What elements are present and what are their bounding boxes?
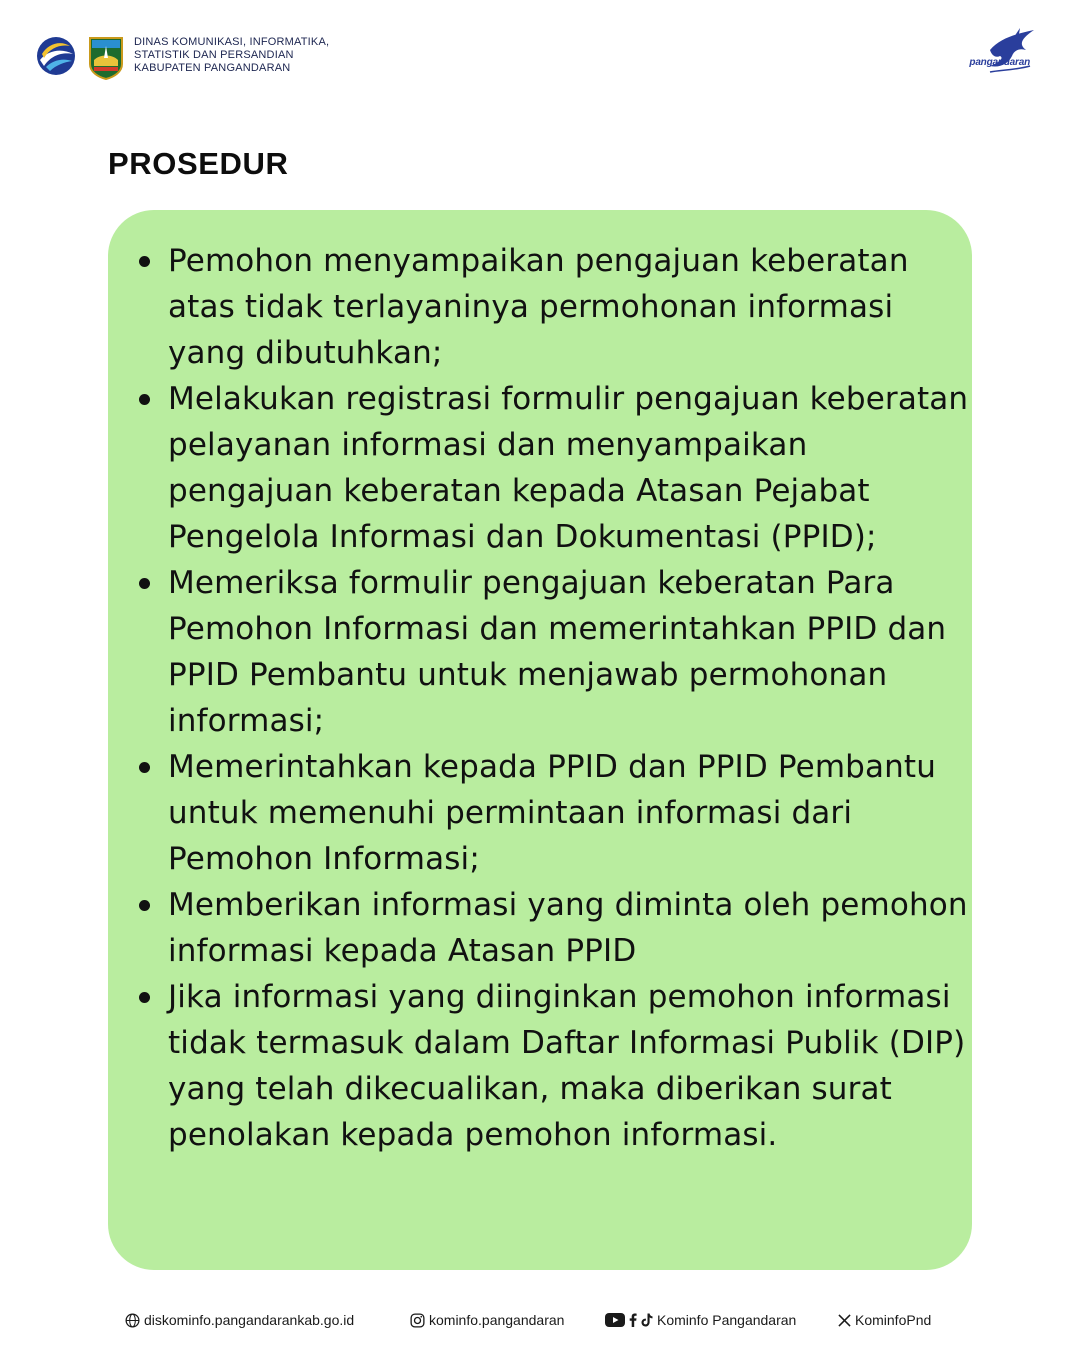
brand-logo-text: pangandaran bbox=[969, 57, 1030, 68]
procedure-item-text: Memerintahkan kepada PPID dan PPID Pembantu untuk memenuhi permintaan informasi dari Pemohon Informasi; bbox=[168, 749, 937, 877]
footer-website[interactable] bbox=[125, 1310, 354, 1330]
procedure-item bbox=[136, 744, 972, 882]
bullet-icon bbox=[139, 394, 150, 405]
procedure-item-text: Melakukan registrasi formulir pengajuan keberatan pelayanan informasi dan menyampaikan pengajuan keberatan kepada Atasan Pejabat Pengelola Informasi dan Dokumentasi (PPID); bbox=[168, 381, 969, 555]
bullet-icon bbox=[139, 900, 150, 911]
socials-handle[interactable]: Kominfo Pangandaran bbox=[657, 1312, 797, 1328]
procedure-item bbox=[136, 974, 972, 1158]
header bbox=[36, 34, 1044, 84]
x-icon bbox=[838, 1314, 851, 1327]
procedure-item-text: Memeriksa formulir pengajuan keberatan Para Pemohon Informasi dan memerintahkan PPID dan PPID Pembantu untuk menjawab permohonan informasi; bbox=[168, 565, 947, 739]
youtube-icon bbox=[605, 1313, 625, 1327]
x-handle[interactable]: KominfoPnd bbox=[855, 1312, 932, 1328]
bullet-icon bbox=[139, 762, 150, 773]
globe-icon bbox=[125, 1313, 140, 1328]
organization-name bbox=[134, 36, 329, 75]
facebook-icon bbox=[629, 1313, 637, 1327]
bullet-icon bbox=[139, 578, 150, 589]
page-title: PROSEDUR bbox=[108, 146, 289, 181]
procedure-item-text: Pemohon menyampaikan pengajuan keberatan atas tidak terlayaninya permohonan informasi yang dibutuhkan; bbox=[168, 243, 909, 371]
pangandaran-marlin-logo-icon bbox=[960, 28, 1038, 78]
procedure-item-text: Jika informasi yang diinginkan pemohon informasi tidak termasuk dalam Daftar Informasi Publik (DIP) yang telah dikecualikan, maka diberikan surat penolakan kepada pemohon informasi. bbox=[168, 979, 966, 1153]
footer-socials[interactable] bbox=[605, 1310, 796, 1330]
procedure-item-text: Memberikan informasi yang diminta oleh pemohon informasi kepada Atasan PPID bbox=[168, 887, 968, 969]
tiktok-icon bbox=[641, 1313, 653, 1327]
bullet-icon bbox=[139, 992, 150, 1003]
procedure-list bbox=[136, 238, 972, 1158]
procedure-item bbox=[136, 376, 972, 560]
kominfo-logo-icon bbox=[36, 36, 76, 76]
instagram-icon bbox=[410, 1313, 425, 1328]
bullet-icon bbox=[139, 256, 150, 267]
website-link[interactable]: diskominfo.pangandarankab.go.id bbox=[144, 1312, 355, 1328]
org-line-3: KABUPATEN PANGANDARAN bbox=[134, 62, 291, 74]
procedure-item bbox=[136, 238, 972, 376]
footer-x[interactable] bbox=[838, 1310, 931, 1330]
procedure-item bbox=[136, 560, 972, 744]
procedure-card bbox=[108, 210, 972, 1270]
regency-crest-icon bbox=[88, 34, 124, 80]
instagram-handle[interactable]: kominfo.pangandaran bbox=[429, 1312, 565, 1328]
org-line-2: STATISTIK DAN PERSANDIAN bbox=[134, 49, 294, 61]
footer-instagram[interactable] bbox=[410, 1310, 564, 1330]
footer bbox=[0, 1308, 1080, 1332]
org-line-1: DINAS KOMUNIKASI, INFORMATIKA, bbox=[134, 36, 330, 48]
procedure-item bbox=[136, 882, 972, 974]
